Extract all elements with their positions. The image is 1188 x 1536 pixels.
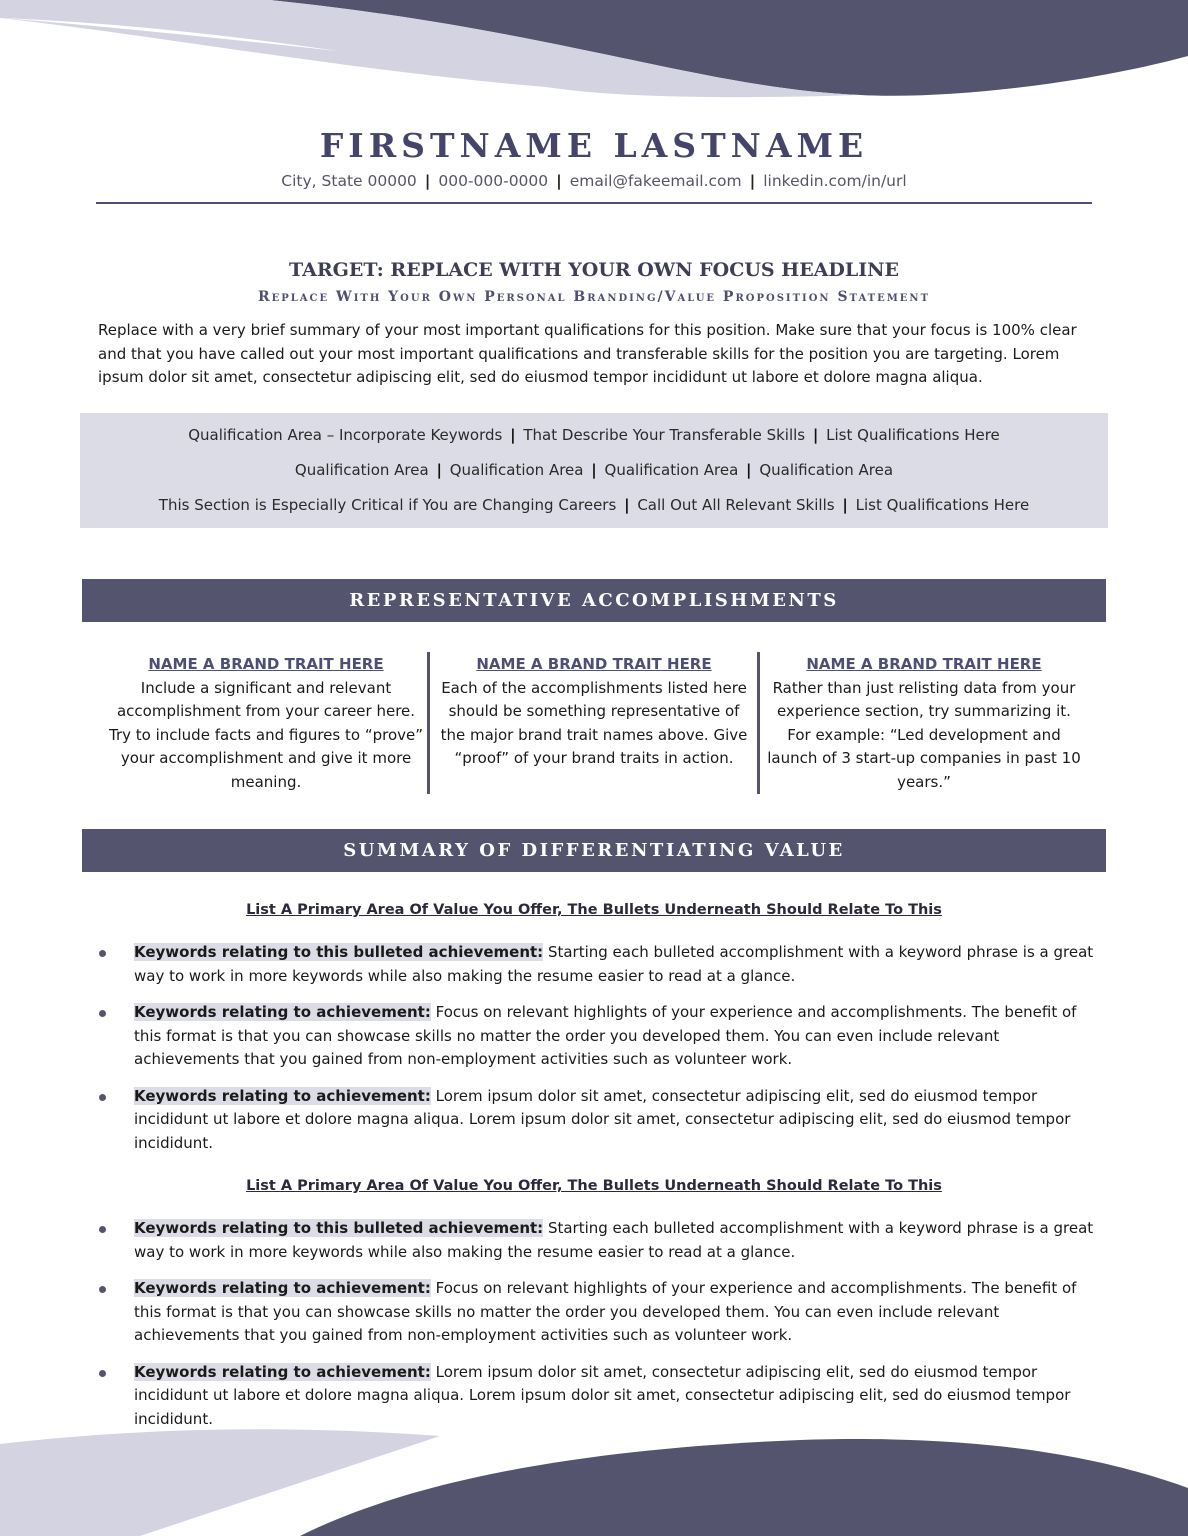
bullet-icon [99,950,106,957]
list-item [96,1277,1094,1348]
qualification-item: This Section is Especially Critical if You are Changing Careers [158,496,617,514]
qualification-item: Qualification Area [759,461,894,479]
keyword-phrase: Keywords relating to achievement: [134,1003,431,1021]
value-bullet-list [96,941,1094,1168]
qualification-line-3 [80,488,1108,523]
qualification-item: Call Out All Relevant Skills [637,496,835,514]
qualification-line-2 [80,453,1108,488]
qualification-separator: | [436,461,442,479]
qualification-separator: | [591,461,597,479]
list-item [96,941,1094,988]
value-area-title: List A Primary Area Of Value You Offer, The Bullets Underneath Should Relate To This [246,902,942,918]
contact-separator: | [424,172,431,190]
contact-email: email@fakeemail.com [569,172,742,190]
bullet-icon [99,1226,106,1233]
list-item [96,1217,1094,1264]
qualification-item: List Qualifications Here [855,496,1030,514]
contact-phone: 000-000-0000 [438,172,549,190]
summary-paragraph: Replace with a very brief summary of your most important qualifications for this position. Make sure that your focus is 100% clear and that you have called out your most important qualifications and transferable skills for the position you are targeting. Lorem ipsum dolor sit amet, consectetur adipiscing elit, sed do eiusmod tempor incididunt ut labore et dolore magna aliqua. [98,321,1077,386]
contact-line [0,171,1188,191]
brand-trait-text: Include a significant and relevant accomplishment from your career here. Try to include facts and figures to “prove” your accomplishment and give it more meaning. [108,678,424,791]
qualification-separator: | [624,496,630,514]
contact-linkedin: linkedin.com/in/url [763,172,907,190]
bullet-text: Starting each bulleted accomplishment with a keyword phrase is a great way to work in more keywords while also making the resume easier to read at a glance. [134,943,1094,985]
accomplishments-heading: REPRESENTATIVE ACCOMPLISHMENTS [82,579,1106,622]
differentiating-value-heading: SUMMARY OF DIFFERENTIATING VALUE [82,829,1106,872]
keyword-phrase: Keywords relating to this bulleted achievement: [134,1219,544,1237]
header-divider [96,202,1092,204]
bullet-icon [99,1010,106,1017]
qualifications-box [80,413,1108,528]
branding-statement: Replace With Your Own Personal Branding/Value Proposition Statement [257,289,931,305]
contact-separator: | [556,172,562,190]
qualification-separator: | [842,496,848,514]
qualification-item: Qualification Area – Incorporate Keywords [188,426,503,444]
list-item [96,1085,1094,1156]
keyword-phrase: Keywords relating to achievement: [134,1279,431,1297]
qualification-item: Qualification Area [294,461,429,479]
qualification-separator: | [510,426,516,444]
list-item [96,1361,1094,1432]
bullet-text: Lorem ipsum dolor sit amet, consectetur adipiscing elit, sed do eiusmod tempor incididunt ut labore et dolore magna aliqua. Lorem ipsum dolor sit amet, consectetur adipiscing elit, sed do eiusmod tempor incididunt. [134,1086,1071,1152]
list-item [96,1001,1094,1072]
keyword-phrase: Keywords relating to achievement: [134,1086,431,1105]
keyword-phrase: Keywords relating to this bulleted achievement: [134,943,544,961]
bullet-text: Focus on relevant highlights of your experience and accomplishments. The benefit of this format is that you can showcase skills no matter the order you developed them. You can even include relevant achievements that you gained from non-employment activities such as volunteer work. [134,1279,1077,1344]
keyword-phrase: Keywords relating to achievement: [134,1362,431,1381]
bullet-text: Lorem ipsum dolor sit amet, consectetur adipiscing elit, sed do eiusmod tempor incididunt ut labore et dolore magna aliqua. Lorem ipsum dolor sit amet, consectetur adipiscing elit, sed do eiusmod tempor incididunt. [134,1362,1071,1428]
value-area-title: List A Primary Area Of Value You Offer, The Bullets Underneath Should Relate To This [246,1178,942,1194]
contact-separator: | [749,172,756,190]
qualification-line-1 [80,418,1108,453]
column-divider [427,652,430,794]
brand-trait-title: NAME A BRAND TRAIT HERE [476,655,712,673]
value-bullet-list [96,1217,1094,1444]
qualification-separator: | [746,461,752,479]
accomplishment-column-3 [766,653,1082,795]
bullet-icon [99,1094,106,1101]
qualification-item: That Describe Your Transferable Skills [523,426,806,444]
qualification-item: List Qualifications Here [826,426,1000,444]
top-wave-decoration [0,0,1188,100]
qualification-separator: | [812,426,819,444]
target-headline: TARGET: REPLACE WITH YOUR OWN FOCUS HEADLINE [288,259,899,281]
bullet-text: Starting each bulleted accomplishment with a keyword phrase is a great way to work in more keywords while also making the resume easier to read at a glance. [134,1219,1094,1261]
bullet-icon [99,1370,106,1377]
resume-header [0,126,1188,191]
accomplishment-column-1 [108,653,424,795]
brand-trait-text: Each of the accomplishments listed here should be something representative of the major brand trait names above. Give “proof” of your brand traits in action. [440,678,748,768]
candidate-name: FIRSTNAME LASTNAME [319,126,869,165]
bullet-icon [99,1286,106,1293]
qualification-item: Qualification Area [449,461,584,479]
contact-location: City, State 00000 [281,172,417,190]
accomplishment-column-2 [436,653,752,771]
qualification-item: Qualification Area [604,461,739,479]
brand-trait-title: NAME A BRAND TRAIT HERE [806,655,1042,673]
bullet-text: Focus on relevant highlights of your experience and accomplishments. The benefit of this format is that you can showcase skills no matter the order you developed them. You can even include relevant achievements that you gained from non-employment activities such as volunteer work. [134,1003,1077,1068]
brand-trait-title: NAME A BRAND TRAIT HERE [148,655,384,673]
brand-trait-text: Rather than just relisting data from your experience section, try summarizing it. For example: “Led development and launch of 3 start-up companies in past 10 years.” [767,678,1081,791]
column-divider [757,652,760,794]
